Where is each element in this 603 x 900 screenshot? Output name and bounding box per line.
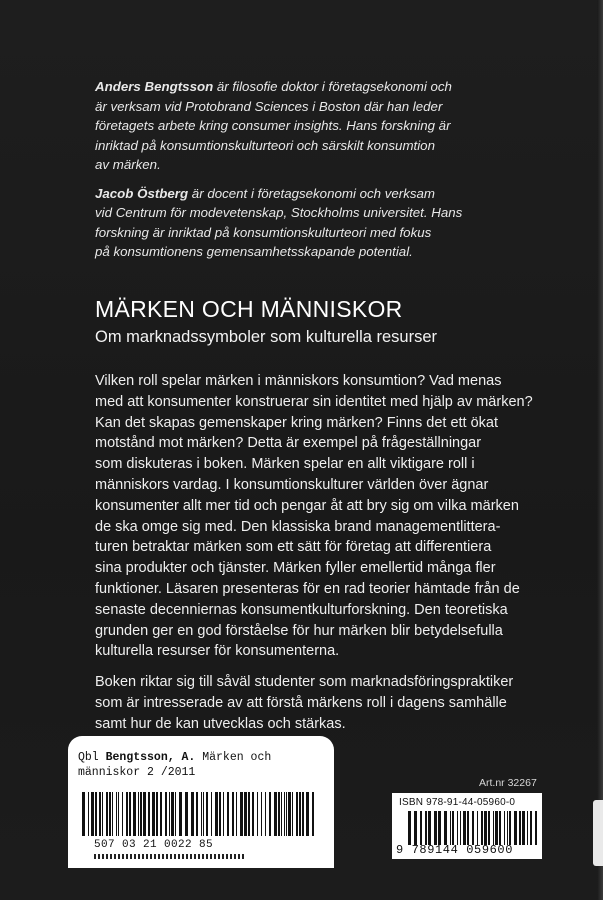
barcode-bar [481, 811, 483, 845]
barcode-bar [444, 811, 447, 845]
barcode-bar [143, 792, 146, 836]
barcode-bar [156, 792, 158, 836]
barcode-bar [428, 811, 431, 845]
barcode-bar [118, 792, 119, 836]
barcode-bar [223, 792, 224, 836]
barcode-bar [227, 792, 229, 836]
description-paragraph-2: Boken riktar sig till såväl studenter som marknadsföringspraktiker som är intresserade av att förstå märkens roll i dagens samhälle samt hur de kan utvecklas och stärkas. [95, 674, 514, 732]
barcode-bar [179, 792, 182, 836]
barcode-bar [109, 792, 111, 836]
barcode-bar [493, 811, 494, 845]
barcode-bar [312, 792, 314, 836]
cover-edge [597, 0, 603, 900]
barcode-bar [488, 811, 490, 845]
book-subtitle: Om marknadssymboler som kulturella resurser [95, 328, 438, 346]
library-label [68, 736, 334, 868]
barcode-bar [519, 811, 521, 845]
barcode-bar [133, 792, 136, 836]
barcode-bar [408, 811, 411, 845]
barcode-bar [122, 792, 123, 836]
barcode-bar [148, 792, 150, 836]
barcode-bar [420, 811, 422, 845]
barcode-bar [425, 811, 427, 845]
barcode-bar [232, 792, 234, 836]
barcode-bar [514, 811, 517, 845]
barcode-bar [265, 792, 266, 836]
barcode-bar [102, 792, 103, 836]
barcode-bar [88, 792, 89, 836]
barcode-bar [438, 811, 441, 845]
barcode-bar [306, 792, 309, 836]
description-paragraph-1: Vilken roll spelar märken i människors konsumtion? Vad menas med att konsumenter konstruerar sin identitet med hjälp av märken? Kan det skapas gemenskaper kring märken? Finns det ett ökat motstånd mot märken? Detta är exempel på frågeställningar som diskuteras i boken. Märken spelar en allt viktigare roll i människors vardag. I konsumtionskulturer världen över ägnar konsumenter allt mer tid och pengar åt att bry sig om vilka märken de ska omge sig med. Den klassiska brand managementlittera- turen betraktar märken som ett sätt för företag att differentiera sina produkter och tjänster. Märken fyller emellertid många fler funktioner. Läsaren presenteras för en rad teorier hämtade från de senaste decenniernas konsumentkulturforskning. Den teoretiska grunden ger en god förståelse för hur märken blir betydelsefulla kulturella resurser för konsumenterna. [95, 373, 533, 660]
barcode-bar [284, 792, 285, 836]
barcode-bar [452, 811, 454, 845]
barcode-bar [507, 811, 508, 845]
isbn-barcode-box [392, 793, 542, 859]
barcode-bar [138, 792, 139, 836]
barcode-bar [499, 811, 501, 845]
barcode-bar [299, 792, 301, 836]
barcode-bar [129, 792, 131, 836]
barcode-bar [244, 792, 247, 836]
author-bios [95, 77, 535, 271]
barcode-bar [286, 792, 287, 836]
barcode-bar [463, 811, 466, 845]
barcode-bar [95, 792, 97, 836]
barcode-bar [206, 792, 208, 836]
library-barcode [82, 792, 318, 836]
barcode-bar [457, 811, 458, 845]
barcode-bar [201, 792, 202, 836]
barcode-bar [99, 792, 101, 836]
barcode-bar [165, 792, 167, 836]
barcode-bar [215, 792, 218, 836]
author-name: Jacob Östberg [95, 185, 189, 201]
barcode-bar [278, 792, 280, 836]
barcode-bar [219, 792, 221, 836]
barcode-bar [203, 792, 204, 836]
library-label-line-2: människor 2 /2011 [78, 766, 196, 779]
barcode-bar [185, 792, 188, 836]
barcode-bar [257, 792, 258, 836]
barcode-bar [112, 792, 113, 836]
isbn-barcode [408, 811, 538, 845]
barcode-bar [169, 792, 170, 836]
barcode-bar [126, 792, 128, 836]
article-number: Art.nr 32267 [479, 777, 537, 789]
barcode-bar [522, 811, 525, 845]
barcode-bar [252, 792, 254, 836]
barcode-bar [269, 792, 271, 836]
author-bio-ostberg: Jacob Östberg är docent i företagsekonomi och verksam vid Centrum för modevetenskap, Stockholms universitet. Hans forskning är inriktad på konsumtionskulturteori med fokus på konsumtionens gemensamhetsskapande potential. [95, 185, 463, 259]
barcode-bar [484, 811, 487, 845]
barcode-bar [116, 792, 117, 836]
barcode-bar [292, 792, 293, 836]
barcode-bar [495, 811, 498, 845]
barcode-bar [467, 811, 469, 845]
barcode-bar [302, 792, 304, 836]
barcode-bar [248, 792, 250, 836]
barcode-bar [527, 811, 528, 845]
barcode-bar [274, 792, 277, 836]
book-title: MÄRKEN OCH MÄNNISKOR [95, 296, 403, 322]
barcode-bar [160, 792, 162, 836]
barcode-bar [504, 811, 505, 845]
barcode-bar [211, 792, 212, 836]
isbn-digits: 9 789144 059600 [396, 843, 514, 857]
barcode-bar [82, 792, 85, 836]
author-bio-bengtsson: Anders Bengtsson är filosofie doktor i företagsekonomi och är verksam vid Protobrand Sciences i Boston där han leder företagets arbete kring consumer insights. Hans forskning är inriktad på konsumtionskulturteori och särskilt konsumtion av märken. [95, 79, 452, 172]
barcode-bar [152, 792, 155, 836]
torn-barcode-strip [94, 854, 244, 859]
barcode-bar [472, 811, 474, 845]
barcode-bar [106, 792, 108, 836]
barcode-bar [281, 792, 282, 836]
barcode-bar [191, 792, 194, 836]
barcode-bar [296, 792, 298, 836]
author-name: Anders Bengtsson [95, 79, 214, 94]
barcode-bar [171, 792, 174, 836]
barcode-bar [175, 792, 176, 836]
binder-clip [593, 800, 603, 866]
barcode-bar [450, 811, 451, 845]
barcode-bar [530, 811, 532, 845]
book-description [95, 371, 535, 745]
barcode-bar [240, 792, 243, 836]
barcode-bar [196, 792, 198, 836]
barcode-bar [434, 811, 437, 845]
barcode-bar [477, 811, 478, 845]
barcode-bar [91, 792, 94, 836]
barcode-bar [236, 792, 237, 836]
barcode-bar [460, 811, 461, 845]
isbn-label: ISBN 978-91-44-05960-0 [399, 797, 516, 808]
barcode-bar [288, 792, 291, 836]
barcode-bar [414, 811, 417, 845]
library-barcode-number: 507 03 21 0022 85 [94, 839, 214, 851]
barcode-bar [509, 811, 511, 845]
barcode-bar [140, 792, 142, 836]
barcode-bar [535, 811, 537, 845]
library-label-line-1: Qbl Bengtsson, A. Märken och [78, 751, 272, 764]
barcode-bar [261, 792, 262, 836]
